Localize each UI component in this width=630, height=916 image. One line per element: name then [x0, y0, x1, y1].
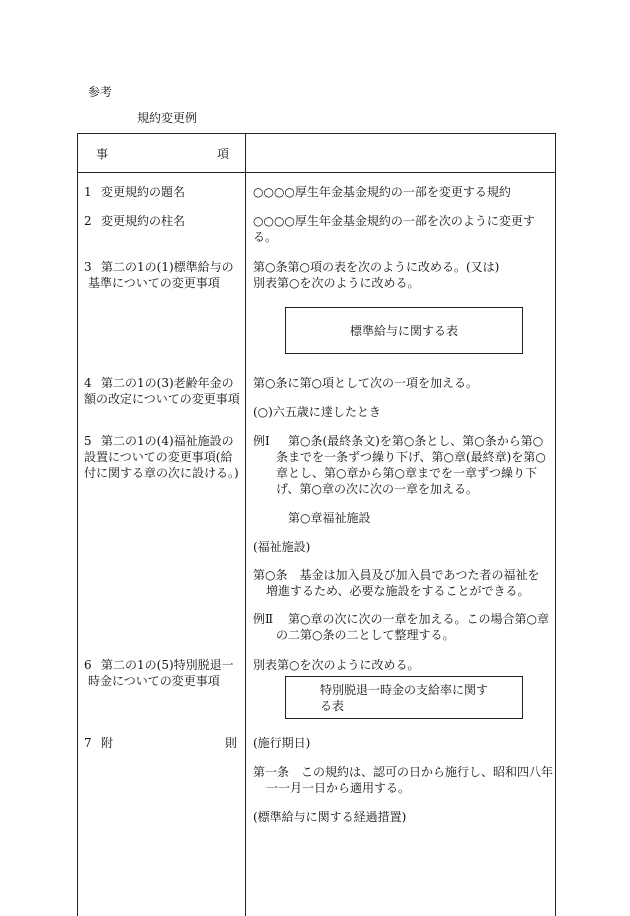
- special-withdrawal-table-box: [285, 676, 523, 719]
- row-1-content: ○○○○厚生年金基金規約の一部を変更する規約: [253, 185, 511, 199]
- row-4-number: 4: [84, 376, 92, 390]
- row-5-item-line-1: 第二の1の(4)福祉施設の: [101, 434, 234, 448]
- reference-label: 参考: [88, 85, 113, 99]
- example-1-label: 例Ⅰ: [253, 434, 270, 448]
- row-6-item-line-1: 第二の1の(5)特別脱退一: [101, 658, 234, 672]
- header-col-left-1: 事: [96, 147, 109, 161]
- effective-date-heading: (施行期日): [253, 736, 311, 750]
- row-6-number: 6: [84, 658, 92, 672]
- row-3-number: 3: [84, 260, 92, 274]
- row-5-item-line-2: 設置についての変更事項(給: [84, 450, 233, 464]
- row-5-number: 5: [84, 434, 92, 448]
- row-1-number: 1: [84, 185, 92, 199]
- special-withdrawal-table-label-1: 特別脱退一時金の支給率に関す: [320, 682, 489, 697]
- standard-salary-table-label: 標準給与に関する表: [349, 323, 458, 338]
- example-1-line-3: 章とし、第○章から第○章までを一章ずつ繰り下: [276, 466, 537, 480]
- row-3-content-line-2: 別表第○を次のように改める。: [253, 276, 420, 290]
- row-7-number: 7: [84, 736, 92, 750]
- row-6-content: 別表第○を次のように改める。: [253, 658, 420, 672]
- example-1-line-1: 第○条(最終条文)を第○条とし、第○条から第○: [288, 434, 544, 448]
- special-withdrawal-table-label-2: る表: [320, 698, 345, 713]
- row-2-content-line-2: る。: [253, 230, 278, 244]
- example-2-label: 例Ⅱ: [253, 612, 274, 626]
- row-4-item-line-2: 額の改定についての変更事項: [84, 392, 240, 406]
- article-1-line-2: 一一月一日から適用する。: [266, 781, 411, 795]
- row-3-content-line-1: 第○条第○項の表を次のように改める。(又は): [253, 260, 500, 274]
- row-3-item-line-1: 第二の1の(1)標準給与の: [101, 260, 234, 274]
- row-2-content-line-1: ○○○○厚生年金基金規約の一部を次のように変更す: [253, 214, 535, 228]
- transitional-measures-heading: (標準給与に関する経過措置): [253, 810, 407, 824]
- row-7-item-a: 附: [101, 736, 114, 750]
- row-3-item-line-2: 基準についての変更事項: [88, 276, 220, 290]
- standard-salary-table-box: [285, 307, 523, 354]
- row-7-item-b: 則: [225, 736, 238, 750]
- facility-heading: (福祉施設): [253, 540, 311, 554]
- example-1-line-4: げ、第○章の次に次の一章を加える。: [276, 482, 478, 496]
- row-2-item: 変更規約の柱名: [101, 214, 186, 228]
- page-title: 規約変更例: [137, 111, 198, 125]
- row-2-number: 2: [84, 214, 92, 228]
- row-4-content: 第○条に第○項として次の一項を加える。: [253, 376, 478, 390]
- example-2-line-2: の二第○条の二として整理する。: [276, 628, 455, 642]
- table-column-divider: [245, 133, 246, 916]
- table-right-border: [555, 133, 556, 916]
- table-header-divider: [77, 172, 556, 173]
- chapter-heading: 第○章福祉施設: [288, 511, 371, 525]
- example-2-line-1: 第○章の次に次の一章を加える。この場合第○章: [288, 612, 549, 626]
- row-1-item: 変更規約の題名: [101, 185, 186, 199]
- example-1-line-2: 条までを一条ずつ繰り下げ、第○章(最終章)を第○: [276, 450, 546, 464]
- facility-article-line-2: 増進するため、必要な施設をすることができる。: [266, 584, 530, 598]
- row-5-item-line-3: 付に関する章の次に設ける。): [84, 466, 239, 480]
- facility-article-line-1: 第○条 基金は加入員及び加入員であつた者の福祉を: [253, 568, 540, 582]
- article-1-line-1: 第一条 この規約は、認可の日から施行し、昭和四八年: [253, 765, 554, 779]
- table-top-border: [77, 133, 556, 134]
- row-4-content-clause: (○)六五歳に達したとき: [253, 405, 381, 419]
- table-left-border: [77, 133, 78, 916]
- row-6-item-line-2: 時金についての変更事項: [88, 674, 220, 688]
- row-4-item-line-1: 第二の1の(3)老齢年金の: [101, 376, 234, 390]
- header-col-left-2: 項: [217, 147, 230, 161]
